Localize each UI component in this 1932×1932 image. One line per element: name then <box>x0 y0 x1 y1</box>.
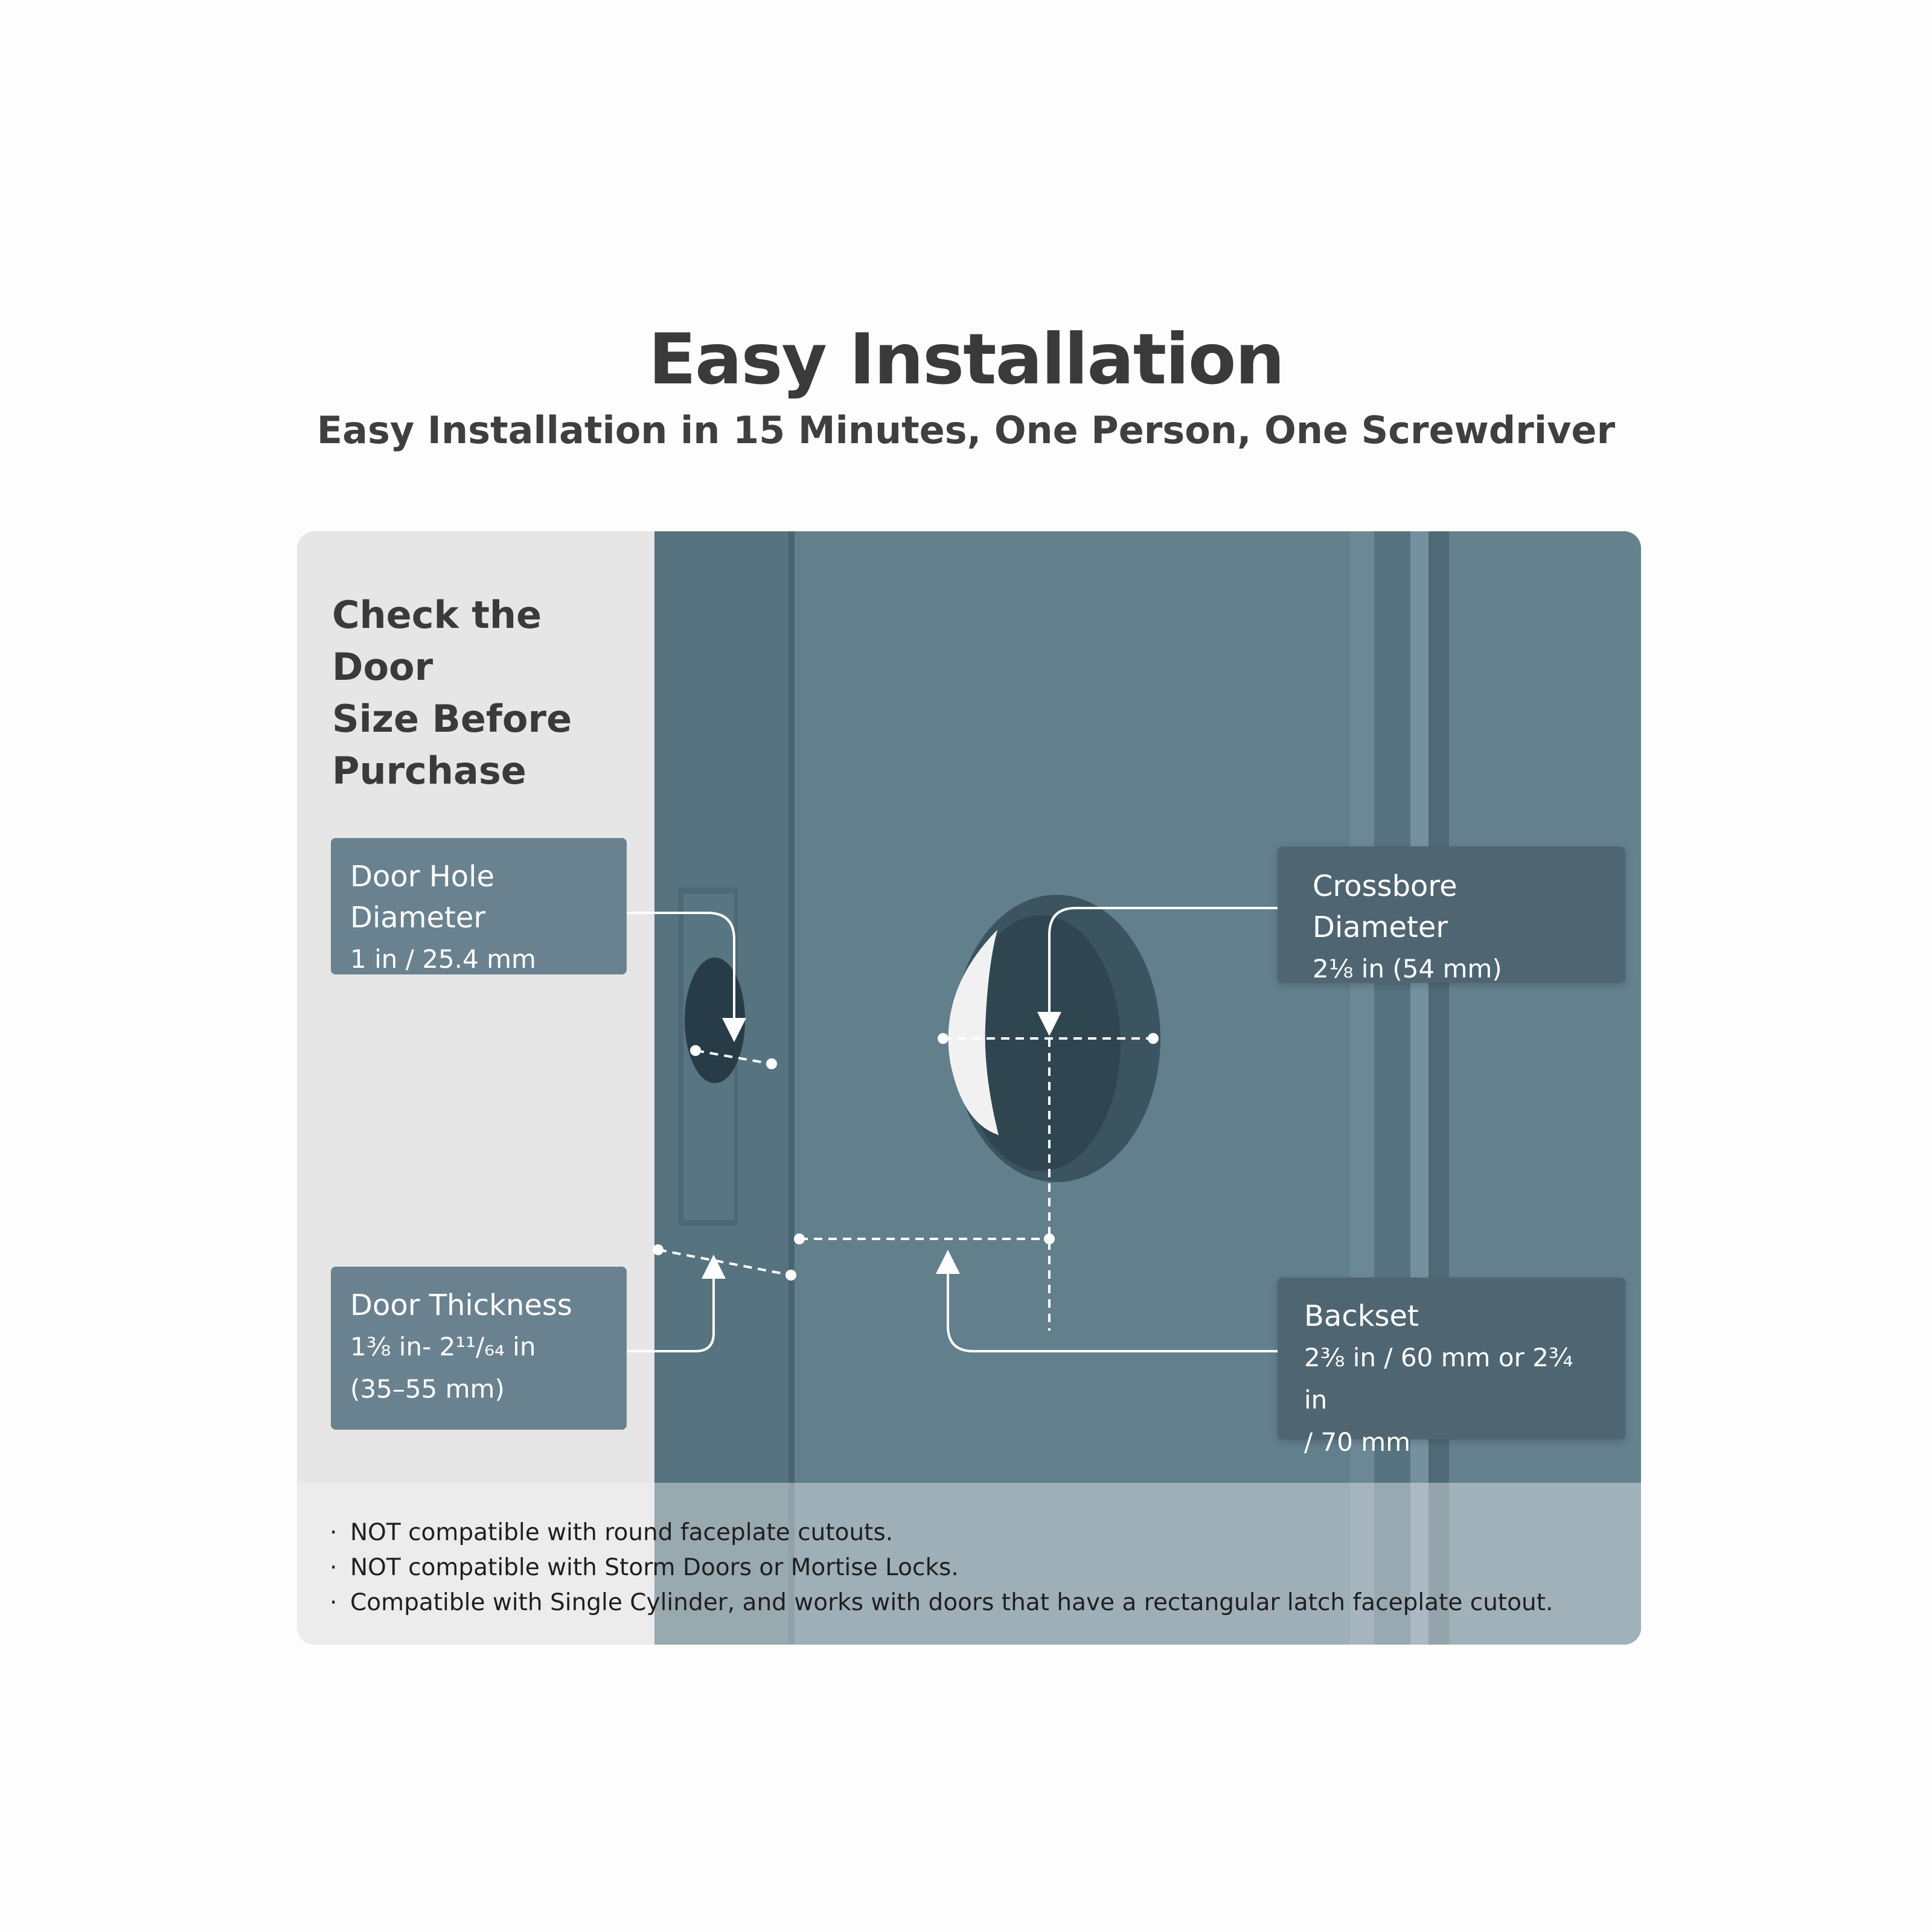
callout-value-line-1: 1⅜ in- 2¹¹/₆₄ in <box>350 1332 536 1361</box>
panel-title <box>332 589 646 797</box>
callout-value-line-2: / 70 mm <box>1304 1427 1411 1457</box>
panel-title-line-2: Size Before <box>332 697 572 741</box>
page-subtitle: Easy Installation in 15 Minutes, One Person, One Screwdriver <box>316 408 1616 452</box>
door-size-card <box>297 531 1641 1645</box>
callout-title: Door Thickness <box>350 1288 572 1322</box>
panel-title-line-1: Check the Door <box>332 593 542 689</box>
note-item: · Compatible with Single Cylinder, and works with doors that have a rectangular latch faceplate cutout. <box>330 1585 1553 1620</box>
backset-callout <box>1278 1278 1625 1457</box>
callout-value-line-2: (35–55 mm) <box>350 1374 505 1404</box>
door-hole-diameter-callout <box>331 838 627 974</box>
page-title: Easy Installation <box>648 319 1284 400</box>
callout-value-line-1: 2⅜ in / 60 mm or 2¾ in <box>1304 1343 1573 1415</box>
door-illustration <box>654 531 1641 1645</box>
crossbore-diameter-callout <box>1278 846 1625 983</box>
note-item: · NOT compatible with Storm Doors or Mortise Locks. <box>330 1550 1553 1585</box>
door-photo <box>654 531 1641 1645</box>
callout-value: 2⅛ in (54 mm) <box>1313 954 1502 984</box>
note-item: · NOT compatible with round faceplate cutouts. <box>330 1515 1553 1550</box>
callout-title: Backset <box>1304 1299 1419 1333</box>
callout-value: 1 in / 25.4 mm <box>350 944 536 974</box>
callout-title: Crossbore Diameter <box>1313 869 1457 944</box>
door-thickness-callout <box>331 1267 627 1430</box>
callout-title: Door Hole Diameter <box>350 860 495 935</box>
panel-title-line-3: Purchase <box>332 749 526 793</box>
compatibility-notes <box>330 1515 1553 1620</box>
